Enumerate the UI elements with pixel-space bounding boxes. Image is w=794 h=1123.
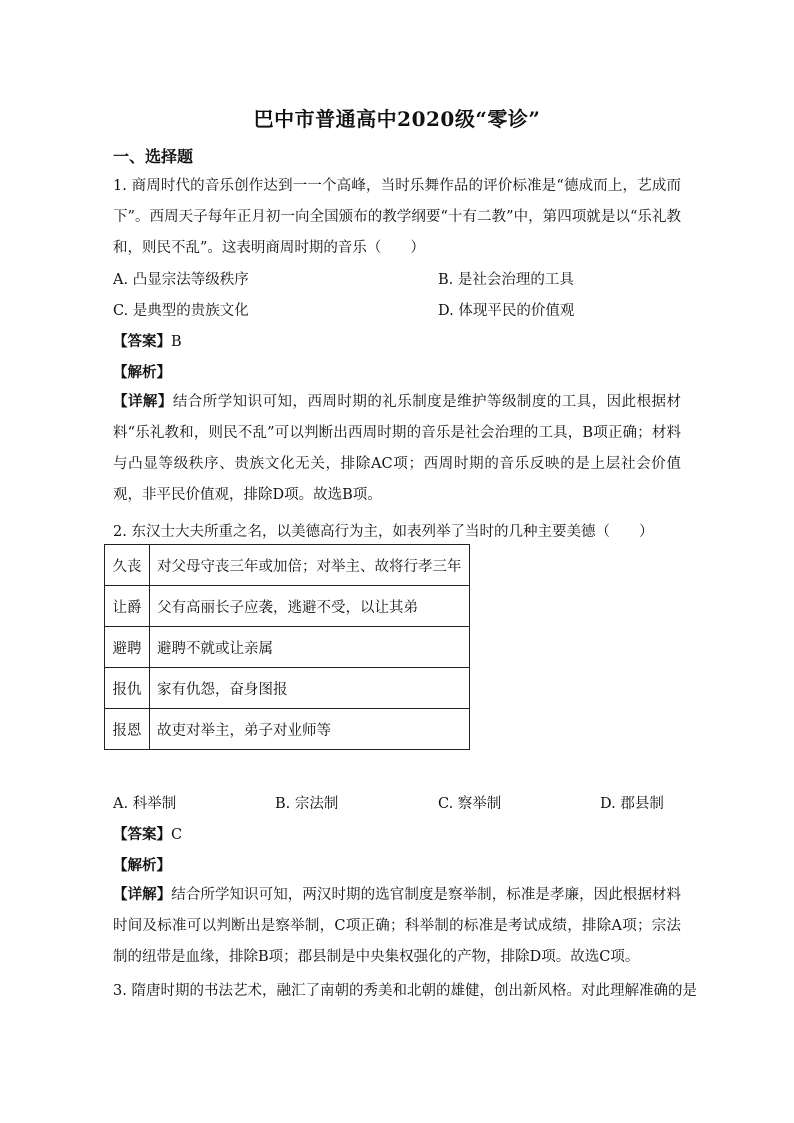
q2-detail-tag: 【详解】 — [113, 886, 172, 903]
virtue-name: 报仇 — [105, 668, 150, 709]
q2-analysis-label: 【解析】 — [113, 857, 171, 874]
q2-detail-text: 结合所学知识可知，两汉时期的选官制度是察举制，标准是孝廉，因此根据材料时间及标准可以判断出是察举制，C项正确；科举制的标准是考试成绩，排除A项；宗法制的纽带是血缘，排除B项；郡县制是中央集权强化的产物，排除D项。故选C项。 — [113, 887, 681, 965]
q2-option-c: C. 察举制 — [438, 796, 502, 812]
q1-detail-paragraph — [113, 386, 681, 511]
table-row — [105, 545, 470, 586]
q1-option-a: A. 凸显宗法等级秩序 — [113, 272, 249, 288]
q1-answer-tag: 【答案】 — [113, 333, 171, 350]
q2-option-a: A. 科举制 — [113, 796, 177, 812]
q2-answer-line — [113, 823, 182, 844]
q1-option-c: C. 是典型的贵族文化 — [113, 303, 249, 319]
virtues-table — [104, 544, 470, 750]
virtue-description: 避聘不就或让亲属 — [150, 627, 470, 668]
question-3-stem: 3. 隋唐时期的书法艺术，融汇了南朝的秀美和北朝的雄健，创出新风格。对此理解准确的是 — [113, 983, 697, 999]
virtue-name: 避聘 — [105, 627, 150, 668]
section-heading: 一、选择题 — [113, 147, 194, 166]
q1-option-b: B. 是社会治理的工具 — [438, 272, 574, 288]
q1-answer-value: B — [171, 334, 182, 350]
q2-detail-paragraph — [113, 879, 681, 973]
page-title: 巴中市普通高中2020级“零诊” — [253, 107, 541, 131]
virtue-name: 报恩 — [105, 709, 150, 750]
q1-option-d: D. 体现平民的价值观 — [438, 303, 575, 319]
virtue-description: 父有高丽长子应袭，逃避不受，以让其弟 — [150, 586, 470, 627]
q2-answer-tag: 【答案】 — [113, 826, 171, 843]
table-row — [105, 627, 470, 668]
q1-answer-line — [113, 330, 182, 351]
question-1-stem: 1. 商周时代的音乐创作达到一一个高峰，当时乐舞作品的评价标准是“德成而上，艺成而下”。西周天子每年正月初一向全国颁布的教学纲要“十有二教”中，第四项就是以“乐礼教和，则民不乱”。这表明商周时期的音乐（ ） — [113, 178, 681, 256]
q1-detail-text: 结合所学知识可知，西周时期的礼乐制度是维护等级制度的工具，因此根据材料“乐礼教和，则民不乱”可以判断出西周时期的音乐是社会治理的工具，B项正确；材料与凸显等级秩序、贵族文化无关，排除AC项；西周时期的音乐反映的是上层社会价值观，非平民价值观，排除D项。故选B项。 — [113, 394, 682, 503]
q1-detail-tag: 【详解】 — [113, 393, 173, 410]
virtue-description: 家有仇怨，奋身图报 — [150, 668, 470, 709]
q2-answer-value: C — [171, 827, 183, 843]
virtue-name: 久丧 — [105, 545, 150, 586]
virtue-description: 故吏对举主，弟子对业师等 — [150, 709, 470, 750]
q1-analysis-tag — [113, 361, 171, 382]
q1-analysis-label: 【解析】 — [113, 364, 171, 381]
virtue-name: 让爵 — [105, 586, 150, 627]
table-row — [105, 709, 470, 750]
q2-option-d: D. 郡县制 — [600, 796, 664, 812]
table-row — [105, 668, 470, 709]
q2-analysis-tag — [113, 854, 171, 875]
table-row — [105, 586, 470, 627]
virtue-description: 对父母守丧三年或加倍；对举主、故将行孝三年 — [150, 545, 470, 586]
q2-option-b: B. 宗法制 — [275, 796, 339, 812]
question-2-stem: 2. 东汉士大夫所重之名，以美德高行为主，如表列举了当时的几种主要美德（ ） — [113, 524, 654, 540]
